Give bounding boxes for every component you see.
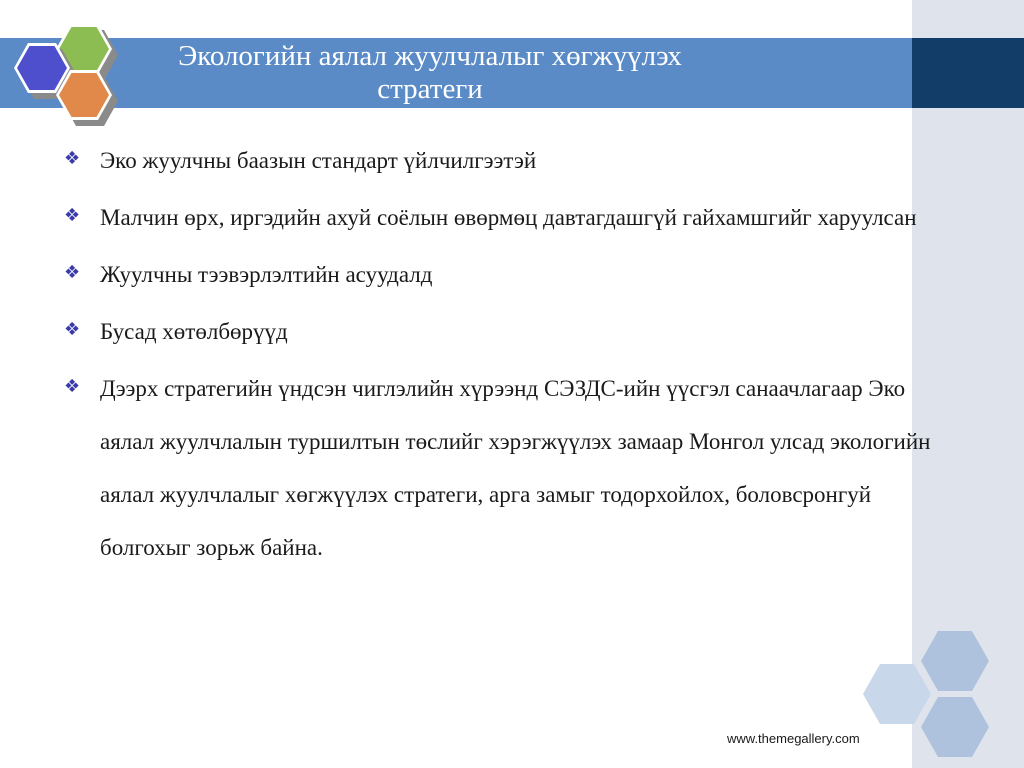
bullet-text: Жуулчны тээвэрлэлтийн асуудалд	[100, 262, 433, 287]
bullet-item	[64, 362, 944, 574]
bullet-item	[64, 191, 944, 244]
title-bar-accent	[912, 38, 1024, 108]
bullet-item	[64, 134, 944, 187]
bullet-item	[64, 305, 944, 358]
diamond-bullet-icon: ❖	[64, 376, 81, 397]
slide-title	[150, 40, 710, 106]
diamond-bullet-icon: ❖	[64, 205, 81, 226]
footer-url: www.themegallery.com	[727, 731, 860, 746]
bullet-text: Малчин өрх, иргэдийн ахуй соёлын өвөрмөц давтагдашгүй гайхамшгийг харуулсан	[100, 205, 917, 230]
bullet-text: Бусад хөтөлбөрүүд	[100, 319, 288, 344]
diamond-bullet-icon: ❖	[64, 148, 81, 169]
diamond-bullet-icon: ❖	[64, 319, 81, 340]
slide-title-line-2: стратеги	[377, 73, 483, 105]
slide-title-line-1: Экологийн аялал жуулчлалыг хөгжүүлэх	[178, 40, 682, 72]
bullet-text: Эко жуулчны баазын стандарт үйлчилгээтэй	[100, 148, 537, 173]
bullet-list	[64, 134, 944, 574]
bullet-item	[64, 248, 944, 301]
diamond-bullet-icon: ❖	[64, 262, 81, 283]
bullet-text: Дээрх стратегийн үндсэн чиглэлийн хүрээнд СЭЗДС-ийн үүсгэл санаачлагаар Эко аялал жуулчлалын туршилтын төслийг хэрэгжүүлэх замаар Монгол улсад экологийн аялал жуулчлалыг хөгжүүлэх стратеги, арга замыг тодорхойлох, боловсронгуй болгохыг зорьж байна.	[100, 376, 931, 560]
